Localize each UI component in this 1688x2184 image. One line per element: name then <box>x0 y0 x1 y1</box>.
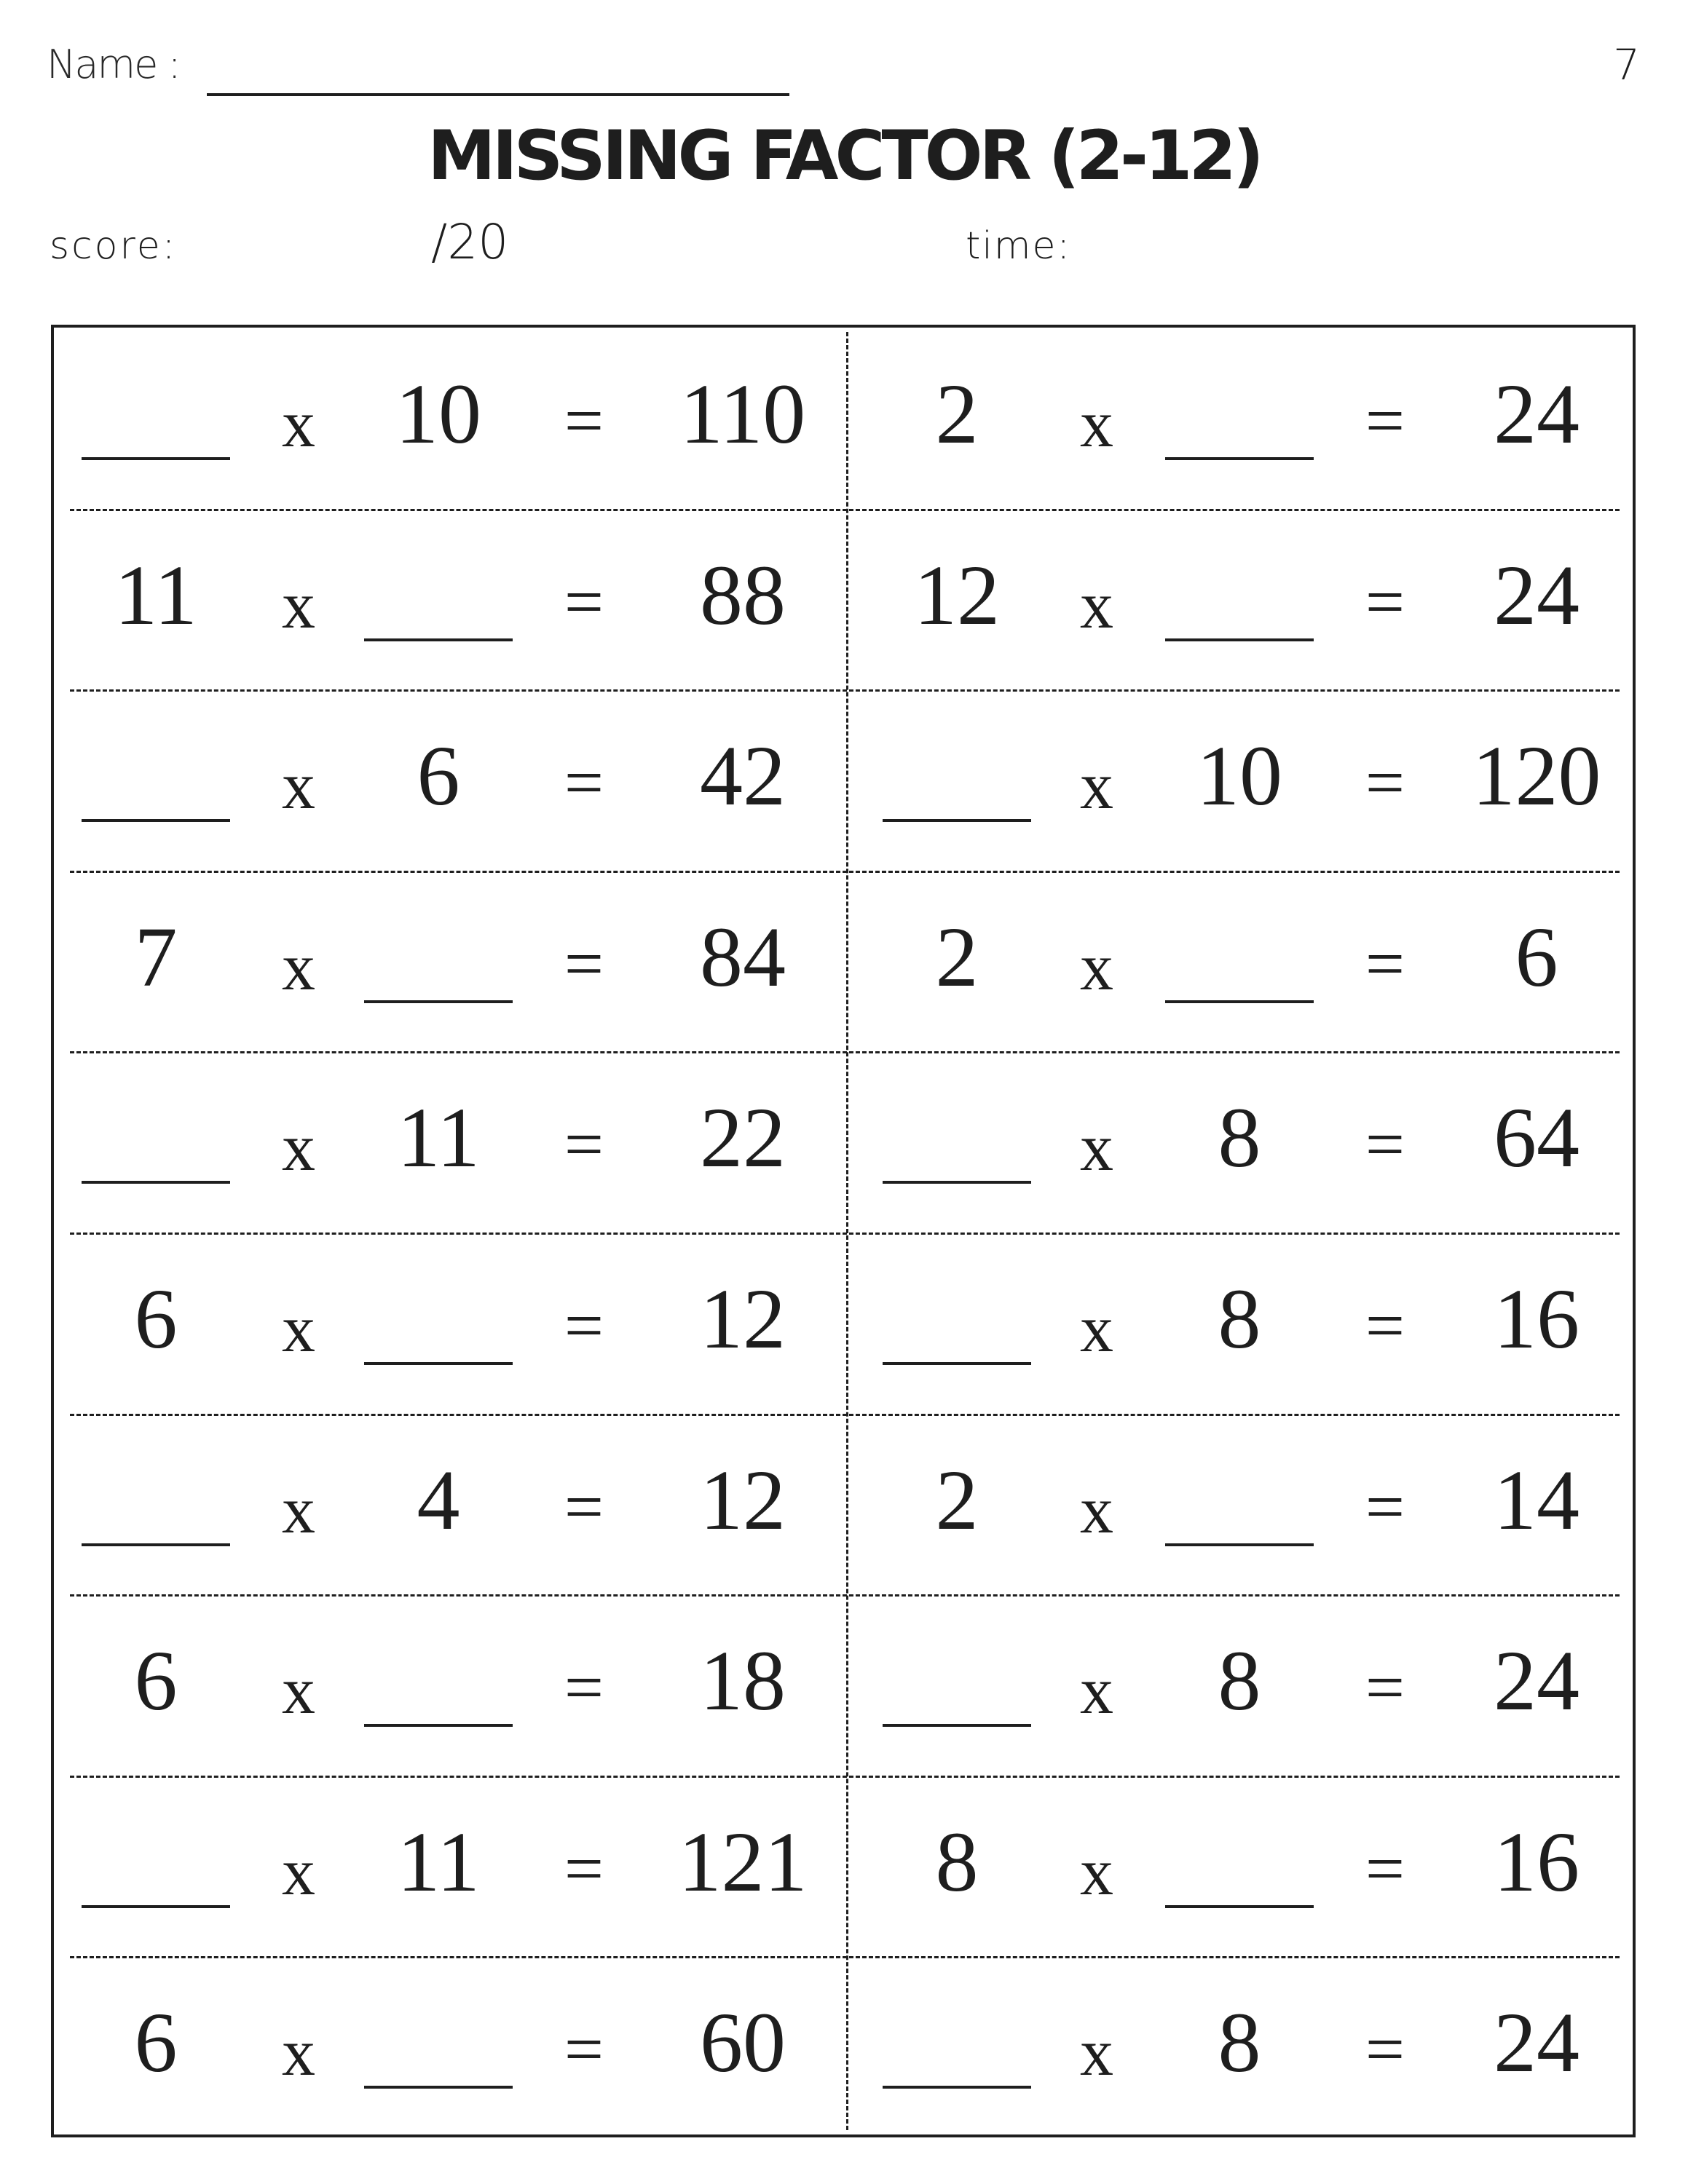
factor-b: 10 <box>1196 728 1282 823</box>
problem-12 <box>54 1233 1633 1415</box>
times-sign: x <box>1080 1291 1113 1366</box>
product: 24 <box>1494 366 1579 462</box>
equals-sign: = <box>1365 381 1405 459</box>
times-sign: x <box>1080 748 1113 823</box>
product: 121 <box>678 1814 808 1910</box>
product: 24 <box>1494 1633 1579 1728</box>
product: 88 <box>700 547 786 643</box>
product: 18 <box>700 1633 786 1728</box>
answer-blank[interactable] <box>883 2086 1031 2089</box>
score-label: score: <box>50 224 178 268</box>
times-sign: x <box>282 1835 315 1909</box>
equals-sign: = <box>564 2010 604 2088</box>
answer-blank[interactable] <box>883 1362 1031 1365</box>
product: 42 <box>700 728 786 823</box>
times-sign: x <box>282 387 315 461</box>
score-total: /20 <box>431 214 509 270</box>
answer-blank[interactable] <box>1165 1000 1314 1003</box>
problem-grid <box>51 325 1636 2137</box>
equals-sign: = <box>564 743 604 821</box>
product: 14 <box>1494 1452 1579 1548</box>
problem-4 <box>54 509 1633 691</box>
equals-sign: = <box>564 563 604 641</box>
equals-sign: = <box>1365 925 1405 1002</box>
times-sign: x <box>282 1291 315 1366</box>
factor-a: 2 <box>935 1452 979 1548</box>
equals-sign: = <box>564 381 604 459</box>
name-answer-line[interactable] <box>207 93 789 96</box>
problem-16 <box>54 1594 1633 1776</box>
answer-blank[interactable] <box>1165 1905 1314 1908</box>
factor-b: 11 <box>397 1814 480 1910</box>
times-sign: x <box>282 1473 315 1547</box>
answer-blank[interactable] <box>883 1724 1031 1727</box>
page-number: 7 <box>1613 40 1640 90</box>
product: 16 <box>1494 1814 1579 1910</box>
times-sign: x <box>282 2015 315 2089</box>
equals-sign: = <box>564 1286 604 1364</box>
factor-a: 7 <box>134 909 178 1005</box>
problem-10 <box>54 1051 1633 1233</box>
product: 12 <box>700 1452 786 1548</box>
equals-sign: = <box>1365 743 1405 821</box>
product: 24 <box>1494 547 1579 643</box>
times-sign: x <box>282 1110 315 1184</box>
product: 12 <box>700 1271 786 1366</box>
times-sign: x <box>1080 568 1113 642</box>
factor-b: 8 <box>1218 1995 1261 2090</box>
equals-sign: = <box>564 1829 604 1907</box>
answer-blank[interactable] <box>1165 638 1314 641</box>
times-sign: x <box>1080 387 1113 461</box>
equals-sign: = <box>1365 1105 1405 1183</box>
times-sign: x <box>282 1653 315 1728</box>
product: 60 <box>700 1995 786 2090</box>
times-sign: x <box>1080 2015 1113 2089</box>
product: 120 <box>1472 728 1601 823</box>
equals-sign: = <box>564 1105 604 1183</box>
answer-blank[interactable] <box>883 1181 1031 1184</box>
problem-2 <box>54 328 1633 510</box>
product: 22 <box>700 1090 786 1185</box>
times-sign: x <box>1080 1110 1113 1184</box>
times-sign: x <box>1080 1835 1113 1909</box>
times-sign: x <box>1080 930 1113 1004</box>
factor-a: 2 <box>935 909 979 1005</box>
worksheet-title: MISSING FACTOR (2-12) <box>427 116 1261 196</box>
answer-blank[interactable] <box>1165 457 1314 460</box>
factor-b: 8 <box>1218 1090 1261 1185</box>
times-sign: x <box>282 930 315 1004</box>
factor-a: 6 <box>134 1995 178 2090</box>
problem-6 <box>54 689 1633 871</box>
equals-sign: = <box>1365 2010 1405 2088</box>
answer-blank[interactable] <box>1165 1543 1314 1546</box>
product: 6 <box>1515 909 1558 1005</box>
problem-8 <box>54 871 1633 1053</box>
product: 16 <box>1494 1271 1579 1366</box>
factor-a: 6 <box>134 1271 178 1366</box>
problem-18 <box>54 1776 1633 1958</box>
product: 64 <box>1494 1090 1579 1185</box>
product: 24 <box>1494 1995 1579 2090</box>
times-sign: x <box>282 748 315 823</box>
equals-sign: = <box>564 1468 604 1546</box>
factor-a: 8 <box>935 1814 979 1910</box>
times-sign: x <box>1080 1473 1113 1547</box>
time-label: time: <box>966 224 1072 268</box>
product: 84 <box>700 909 786 1005</box>
equals-sign: = <box>564 925 604 1002</box>
factor-b: 10 <box>395 366 481 462</box>
problem-14 <box>54 1414 1633 1596</box>
equals-sign: = <box>1365 1286 1405 1364</box>
factor-a: 2 <box>935 366 979 462</box>
problem-20 <box>54 1956 1633 2138</box>
equals-sign: = <box>1365 563 1405 641</box>
answer-blank[interactable] <box>883 819 1031 822</box>
factor-b: 8 <box>1218 1633 1261 1728</box>
factor-a: 12 <box>914 547 1000 643</box>
factor-b: 6 <box>417 728 460 823</box>
factor-b: 4 <box>417 1452 460 1548</box>
equals-sign: = <box>1365 1648 1405 1726</box>
factor-a: 6 <box>134 1633 178 1728</box>
factor-b: 11 <box>397 1090 480 1185</box>
times-sign: x <box>282 568 315 642</box>
times-sign: x <box>1080 1653 1113 1728</box>
product: 110 <box>679 366 806 462</box>
factor-b: 8 <box>1218 1271 1261 1366</box>
equals-sign: = <box>1365 1468 1405 1546</box>
equals-sign: = <box>1365 1829 1405 1907</box>
name-label: Name : <box>47 41 180 87</box>
factor-a: 11 <box>114 547 197 643</box>
equals-sign: = <box>564 1648 604 1726</box>
